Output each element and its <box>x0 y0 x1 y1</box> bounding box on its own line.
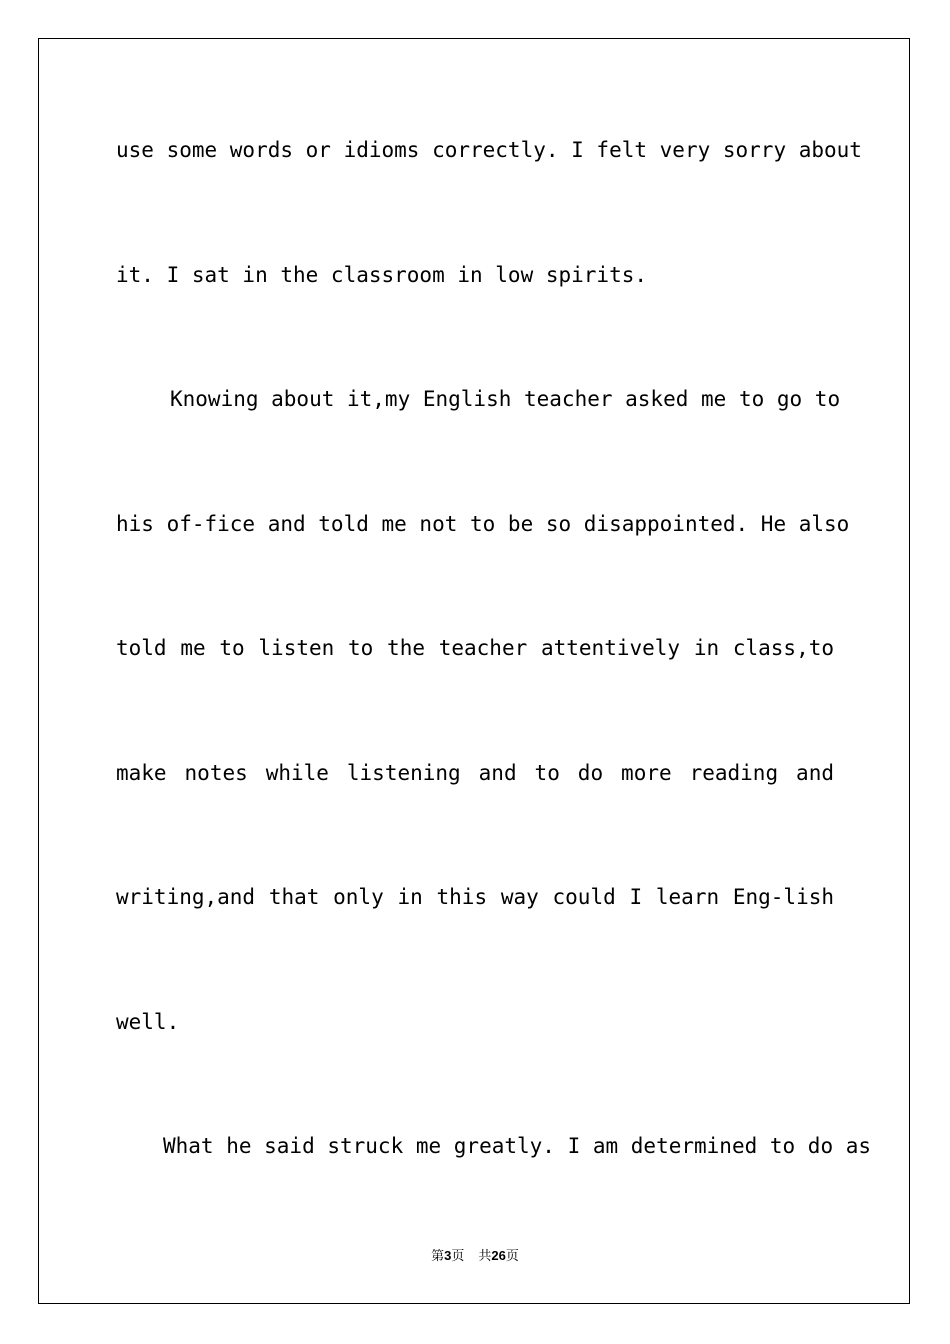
page-border <box>38 38 910 1304</box>
page-footer <box>0 1247 950 1266</box>
body-text-line: told me to listen to the teacher attentively in class,to <box>116 636 834 660</box>
paragraph-first-line: What he said struck me greatly. I am determined to do as <box>163 1134 872 1158</box>
footer-total-pages: 26 <box>491 1248 506 1263</box>
body-text-line: make notes while listening and to do more reading and <box>116 761 834 785</box>
body-text-line: it. I sat in the classroom in low spirits. <box>116 263 648 287</box>
paragraph-first-line: Knowing about it,my English teacher asked me to go to <box>170 387 841 411</box>
body-text-line: his of-fice and told me not to be so disappointed. He also <box>116 512 850 536</box>
footer-total-prefix: 共 <box>478 1249 492 1264</box>
footer-page-suffix: 页 <box>451 1249 465 1264</box>
body-text-line: use some words or idioms correctly. I felt very sorry about <box>116 138 862 162</box>
footer-page-number: 3 <box>444 1248 452 1263</box>
footer-total-suffix: 页 <box>505 1249 519 1264</box>
footer-page-prefix: 第 <box>431 1249 445 1264</box>
body-text-line: well. <box>116 1010 180 1034</box>
body-text-line: writing,and that only in this way could I learn Eng-lish <box>116 885 834 909</box>
